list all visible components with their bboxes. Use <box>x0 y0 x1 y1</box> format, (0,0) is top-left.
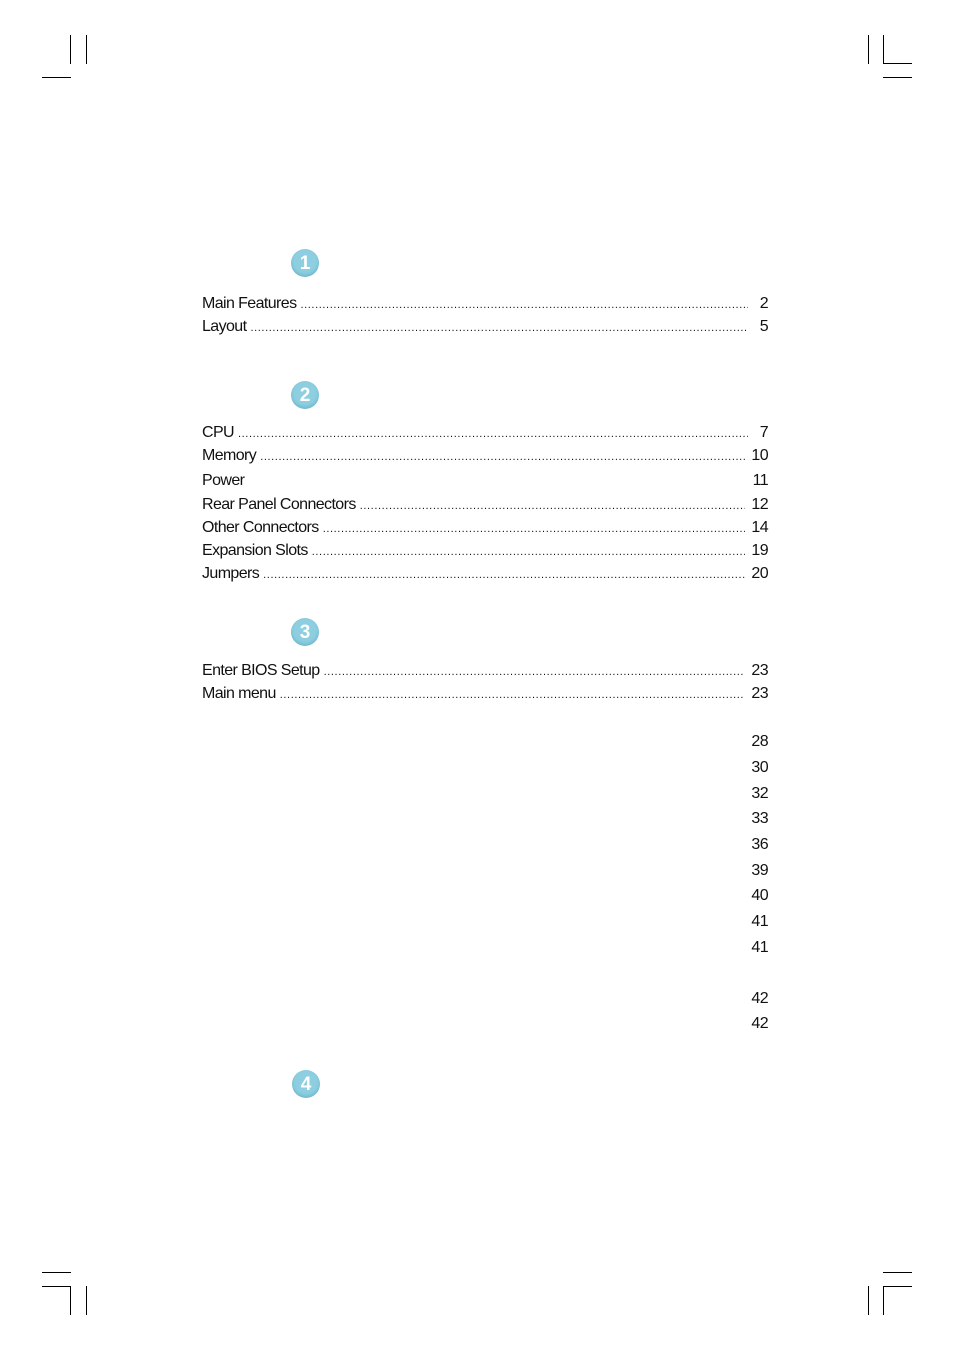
toc-page-number: 36 <box>751 836 768 853</box>
toc-page-number: 42 <box>751 1015 768 1032</box>
toc-entry-other-connectors[interactable] <box>202 518 768 538</box>
toc-page-number: 41 <box>751 939 768 956</box>
crop-mark <box>86 35 87 64</box>
toc-entry-main-menu[interactable] <box>202 684 768 704</box>
toc-entry-page: 10 <box>751 447 768 464</box>
dot-leader <box>238 424 748 444</box>
crop-mark <box>883 1286 912 1287</box>
crop-mark <box>70 35 71 64</box>
toc-entry-label: Other Connectors <box>202 519 319 536</box>
crop-mark <box>883 35 884 64</box>
toc-entry-page: 19 <box>751 542 768 559</box>
toc-entry-page: 14 <box>751 519 768 536</box>
toc-entry-label: Main menu <box>202 685 276 702</box>
toc-entry-page: 7 <box>759 424 768 441</box>
toc-entry-jumpers[interactable] <box>202 564 768 584</box>
crop-mark <box>868 1286 869 1315</box>
dot-leader <box>312 542 746 562</box>
dot-leader <box>250 318 748 338</box>
toc-entry-label: Enter BIOS Setup <box>202 662 320 679</box>
toc-entry-page: 2 <box>759 295 768 312</box>
toc-entry-enter-bios-setup[interactable] <box>202 661 768 681</box>
dot-leader <box>280 685 746 705</box>
toc-page-number: 41 <box>751 913 768 930</box>
toc-page-number: 32 <box>751 785 768 802</box>
crop-mark <box>70 1286 71 1315</box>
crop-mark <box>883 1272 912 1273</box>
toc-page-number: 30 <box>751 759 768 776</box>
toc-entry-label: Power <box>202 472 245 489</box>
toc-entry-page: 12 <box>751 496 768 513</box>
toc-entry-label: Jumpers <box>202 565 260 582</box>
toc-entry-rear-panel-connectors[interactable] <box>202 495 768 515</box>
dot-leader <box>323 519 746 539</box>
toc-entry-expansion-slots[interactable] <box>202 541 768 561</box>
toc-entry-main-features[interactable] <box>202 294 768 314</box>
crop-mark <box>42 1272 71 1273</box>
chapter-1-badge: 1 <box>291 249 319 277</box>
toc-page-number: 28 <box>751 733 768 750</box>
toc-page-number: 33 <box>751 810 768 827</box>
toc-entry-cpu[interactable] <box>202 423 768 443</box>
toc-entry-label: Rear Panel Connectors <box>202 496 356 513</box>
toc-page-number: 40 <box>751 887 768 904</box>
toc-entry-page: 20 <box>751 565 768 582</box>
toc-page-number: 39 <box>751 862 768 879</box>
toc-entry-page: 23 <box>751 662 768 679</box>
toc-entry-label: Memory <box>202 447 257 464</box>
toc-entry-page: 11 <box>752 472 768 489</box>
chapter-4-badge: 4 <box>292 1070 320 1098</box>
toc-page-number: 42 <box>751 990 768 1007</box>
dot-leader <box>360 496 746 516</box>
dot-leader <box>260 447 745 467</box>
toc-entry-power[interactable] <box>202 471 768 491</box>
toc-entry-label: Main Features <box>202 295 297 312</box>
toc-entry-layout[interactable] <box>202 317 768 337</box>
toc-entry-memory[interactable] <box>202 446 768 466</box>
crop-mark <box>883 63 912 64</box>
dot-leader <box>300 295 748 315</box>
toc-entry-label: CPU <box>202 424 234 441</box>
dot-leader <box>324 662 746 682</box>
crop-mark <box>86 1286 87 1315</box>
toc-entry-label: Layout <box>202 318 247 335</box>
crop-mark <box>42 77 71 78</box>
crop-mark <box>868 35 869 64</box>
toc-entry-label: Expansion Slots <box>202 542 308 559</box>
crop-mark <box>42 1286 71 1287</box>
chapter-2-badge: 2 <box>291 381 319 409</box>
crop-mark <box>883 77 912 78</box>
dot-leader <box>263 565 745 585</box>
chapter-3-badge: 3 <box>291 618 319 646</box>
crop-mark <box>883 1286 884 1315</box>
toc-entry-page: 23 <box>751 685 768 702</box>
toc-entry-page: 5 <box>759 318 768 335</box>
